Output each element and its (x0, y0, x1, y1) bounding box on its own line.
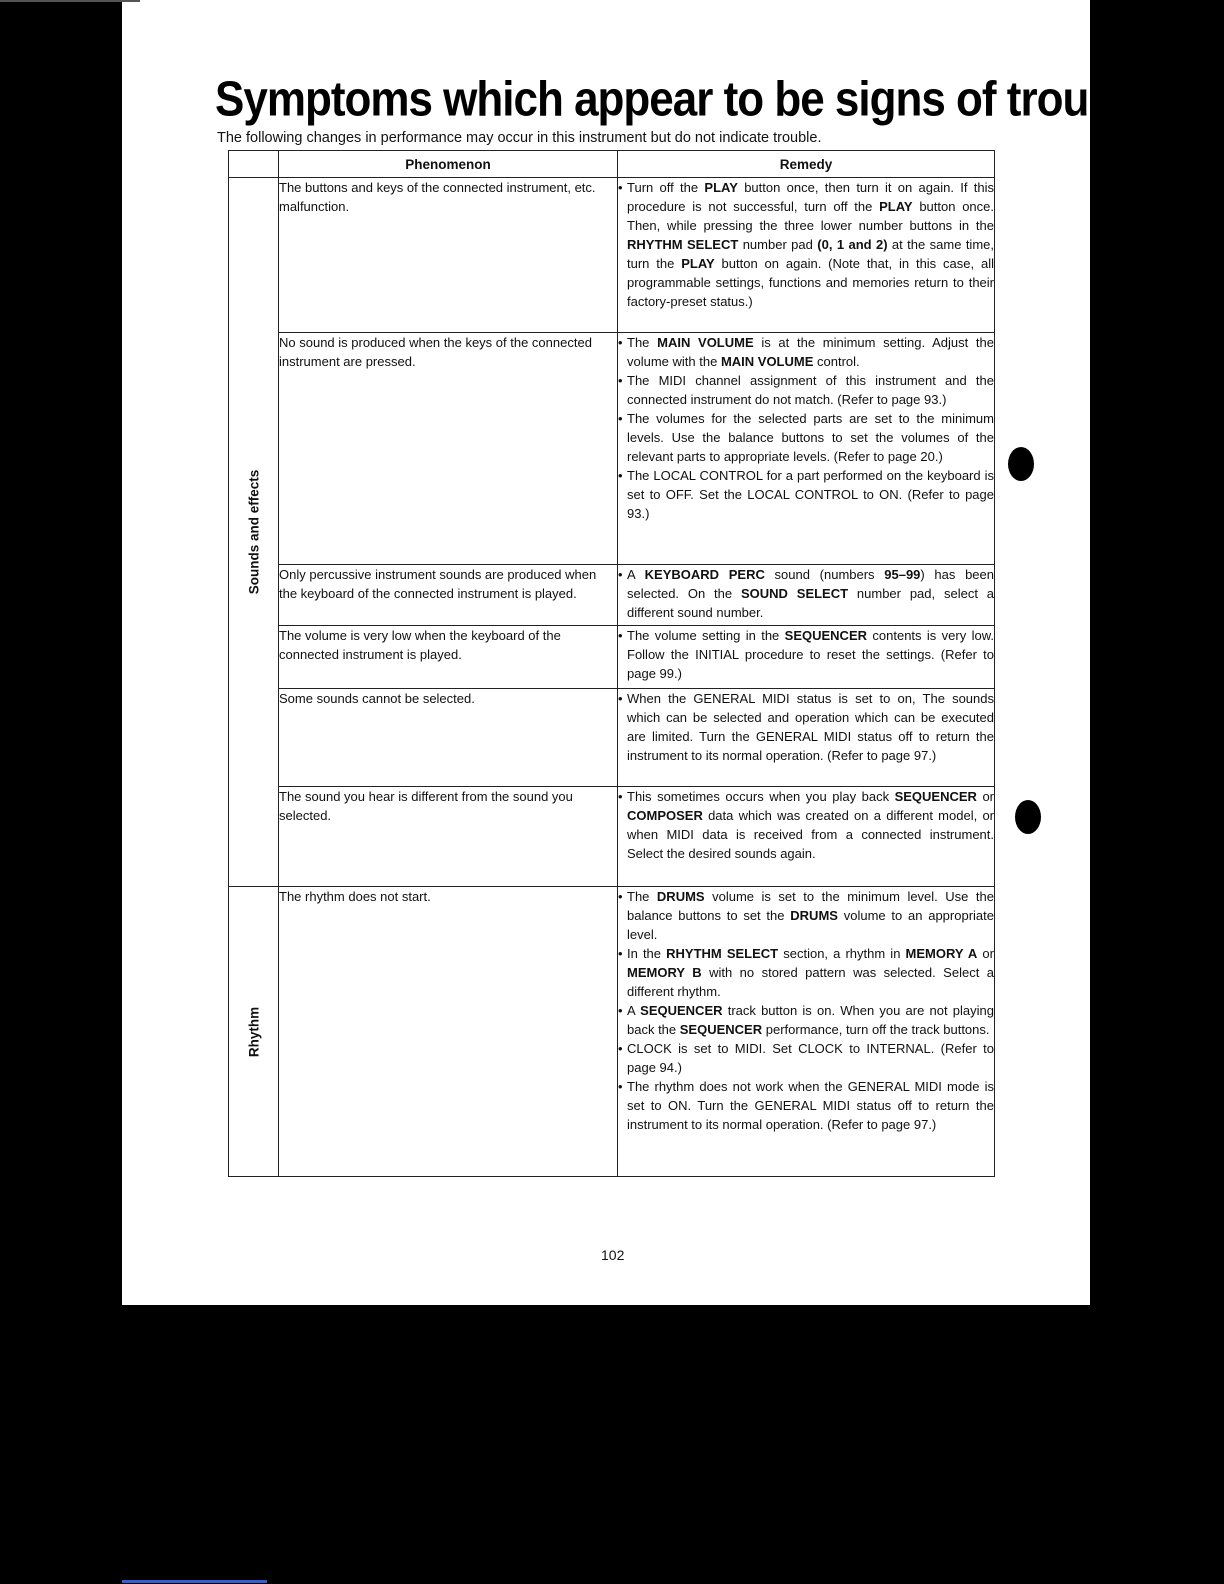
table-row (229, 626, 995, 689)
remedy-item: • A KEYBOARD PERC sound (numbers 95–99) has been selected. On the SOUND SELECT number pad, select a different sound number. (618, 565, 994, 622)
remedy-item: • CLOCK is set to MIDI. Set CLOCK to INTERNAL. (Refer to page 94.) (618, 1039, 994, 1077)
remedy-item: • The LOCAL CONTROL for a part performed on the keyboard is set to OFF. Set the LOCAL CONTROL to ON. (Refer to page 93.) (618, 466, 994, 523)
binder-hole (1008, 447, 1034, 481)
table-header-row (229, 151, 995, 178)
table-row (229, 565, 995, 626)
phenomenon-cell: No sound is produced when the keys of the connected instrument are pressed. (279, 333, 618, 565)
table-row (229, 333, 995, 565)
phenomenon-cell: Only percussive instrument sounds are produced when the keyboard of the connected instrument is played. (279, 565, 618, 626)
remedy-cell (618, 787, 995, 887)
remedy-item: • A SEQUENCER track button is on. When you are not playing back the SEQUENCER performance, turn off the track buttons. (618, 1001, 994, 1039)
binder-hole (1015, 800, 1041, 834)
page-number: 102 (601, 1247, 625, 1263)
remedy-cell (618, 689, 995, 787)
table-row (229, 787, 995, 887)
header-remedy: Remedy (618, 151, 995, 178)
remedy-cell (618, 178, 995, 333)
header-spacer (229, 151, 279, 178)
page-title: Symptoms which appear to be signs of trouble (215, 72, 1149, 127)
phenomenon-cell: The volume is very low when the keyboard of the connected instrument is played. (279, 626, 618, 689)
header-phenomenon: Phenomenon (279, 151, 618, 178)
remedy-item: • The rhythm does not work when the GENERAL MIDI mode is set to ON. Turn the GENERAL MIDI status off to return the instrument to its normal operation. (Refer to page 97.) (618, 1077, 994, 1134)
category-cell (229, 887, 279, 1177)
remedy-cell (618, 887, 995, 1177)
remedy-cell (618, 333, 995, 565)
remedy-item: • The volumes for the selected parts are set to the minimum levels. Use the balance buttons to set the volumes of the relevant parts to appropriate levels. (Refer to page 20.) (618, 409, 994, 466)
remedy-item: • This sometimes occurs when you play back SEQUENCER or COMPOSER data which was created on a different model, or when MIDI data is received from a connected instrument. Select the desired sounds again. (618, 787, 994, 863)
table-row (229, 178, 995, 333)
troubleshooting-table (228, 150, 995, 1177)
remedy-item: • The MAIN VOLUME is at the minimum setting. Adjust the volume with the MAIN VOLUME control. (618, 333, 994, 371)
scan-border-bottom (0, 1305, 1224, 1584)
phenomenon-cell: The sound you hear is different from the sound you selected. (279, 787, 618, 887)
remedy-item: • The MIDI channel assignment of this instrument and the connected instrument do not match. (Refer to page 93.) (618, 371, 994, 409)
phenomenon-cell: The rhythm does not start. (279, 887, 618, 1177)
phenomenon-cell: The buttons and keys of the connected instrument, etc. malfunction. (279, 178, 618, 333)
remedy-cell (618, 565, 995, 626)
table-row (229, 689, 995, 787)
scan-edge-mark (122, 1580, 267, 1583)
remedy-item: • When the GENERAL MIDI status is set to on, The sounds which can be selected and operation which can be executed are limited. Turn the GENERAL MIDI status off to return the instrument to its normal operation. (Refer to page 97.) (618, 689, 994, 765)
category-label: Sounds and effects (246, 469, 261, 595)
remedy-item: • The DRUMS volume is set to the minimum level. Use the balance buttons to set the DRUMS volume to an appropriate level. (618, 887, 994, 944)
remedy-item: • In the RHYTHM SELECT section, a rhythm in MEMORY A or MEMORY B with no stored pattern was selected. Select a different rhythm. (618, 944, 994, 1001)
phenomenon-cell: Some sounds cannot be selected. (279, 689, 618, 787)
category-label: Rhythm (246, 1006, 261, 1057)
remedy-cell (618, 626, 995, 689)
remedy-item: • The volume setting in the SEQUENCER contents is very low. Follow the INITIAL procedure to reset the settings. (Refer to page 99.) (618, 626, 994, 683)
intro-text: The following changes in performance may occur in this instrument but do not indicate trouble. (217, 130, 822, 146)
table-row (229, 887, 995, 1177)
category-cell (229, 178, 279, 887)
remedy-item: • Turn off the PLAY button once, then turn it on again. If this procedure is not successful, turn off the PLAY button once. Then, while pressing the three lower number buttons in the RHYTHM SELECT number pad (0, 1 and 2) at the same time, turn the PLAY button on again. (Note that, in this case, all programmable settings, functions and memories return to their factory-preset status.) (618, 178, 994, 311)
table-body (229, 178, 995, 1177)
